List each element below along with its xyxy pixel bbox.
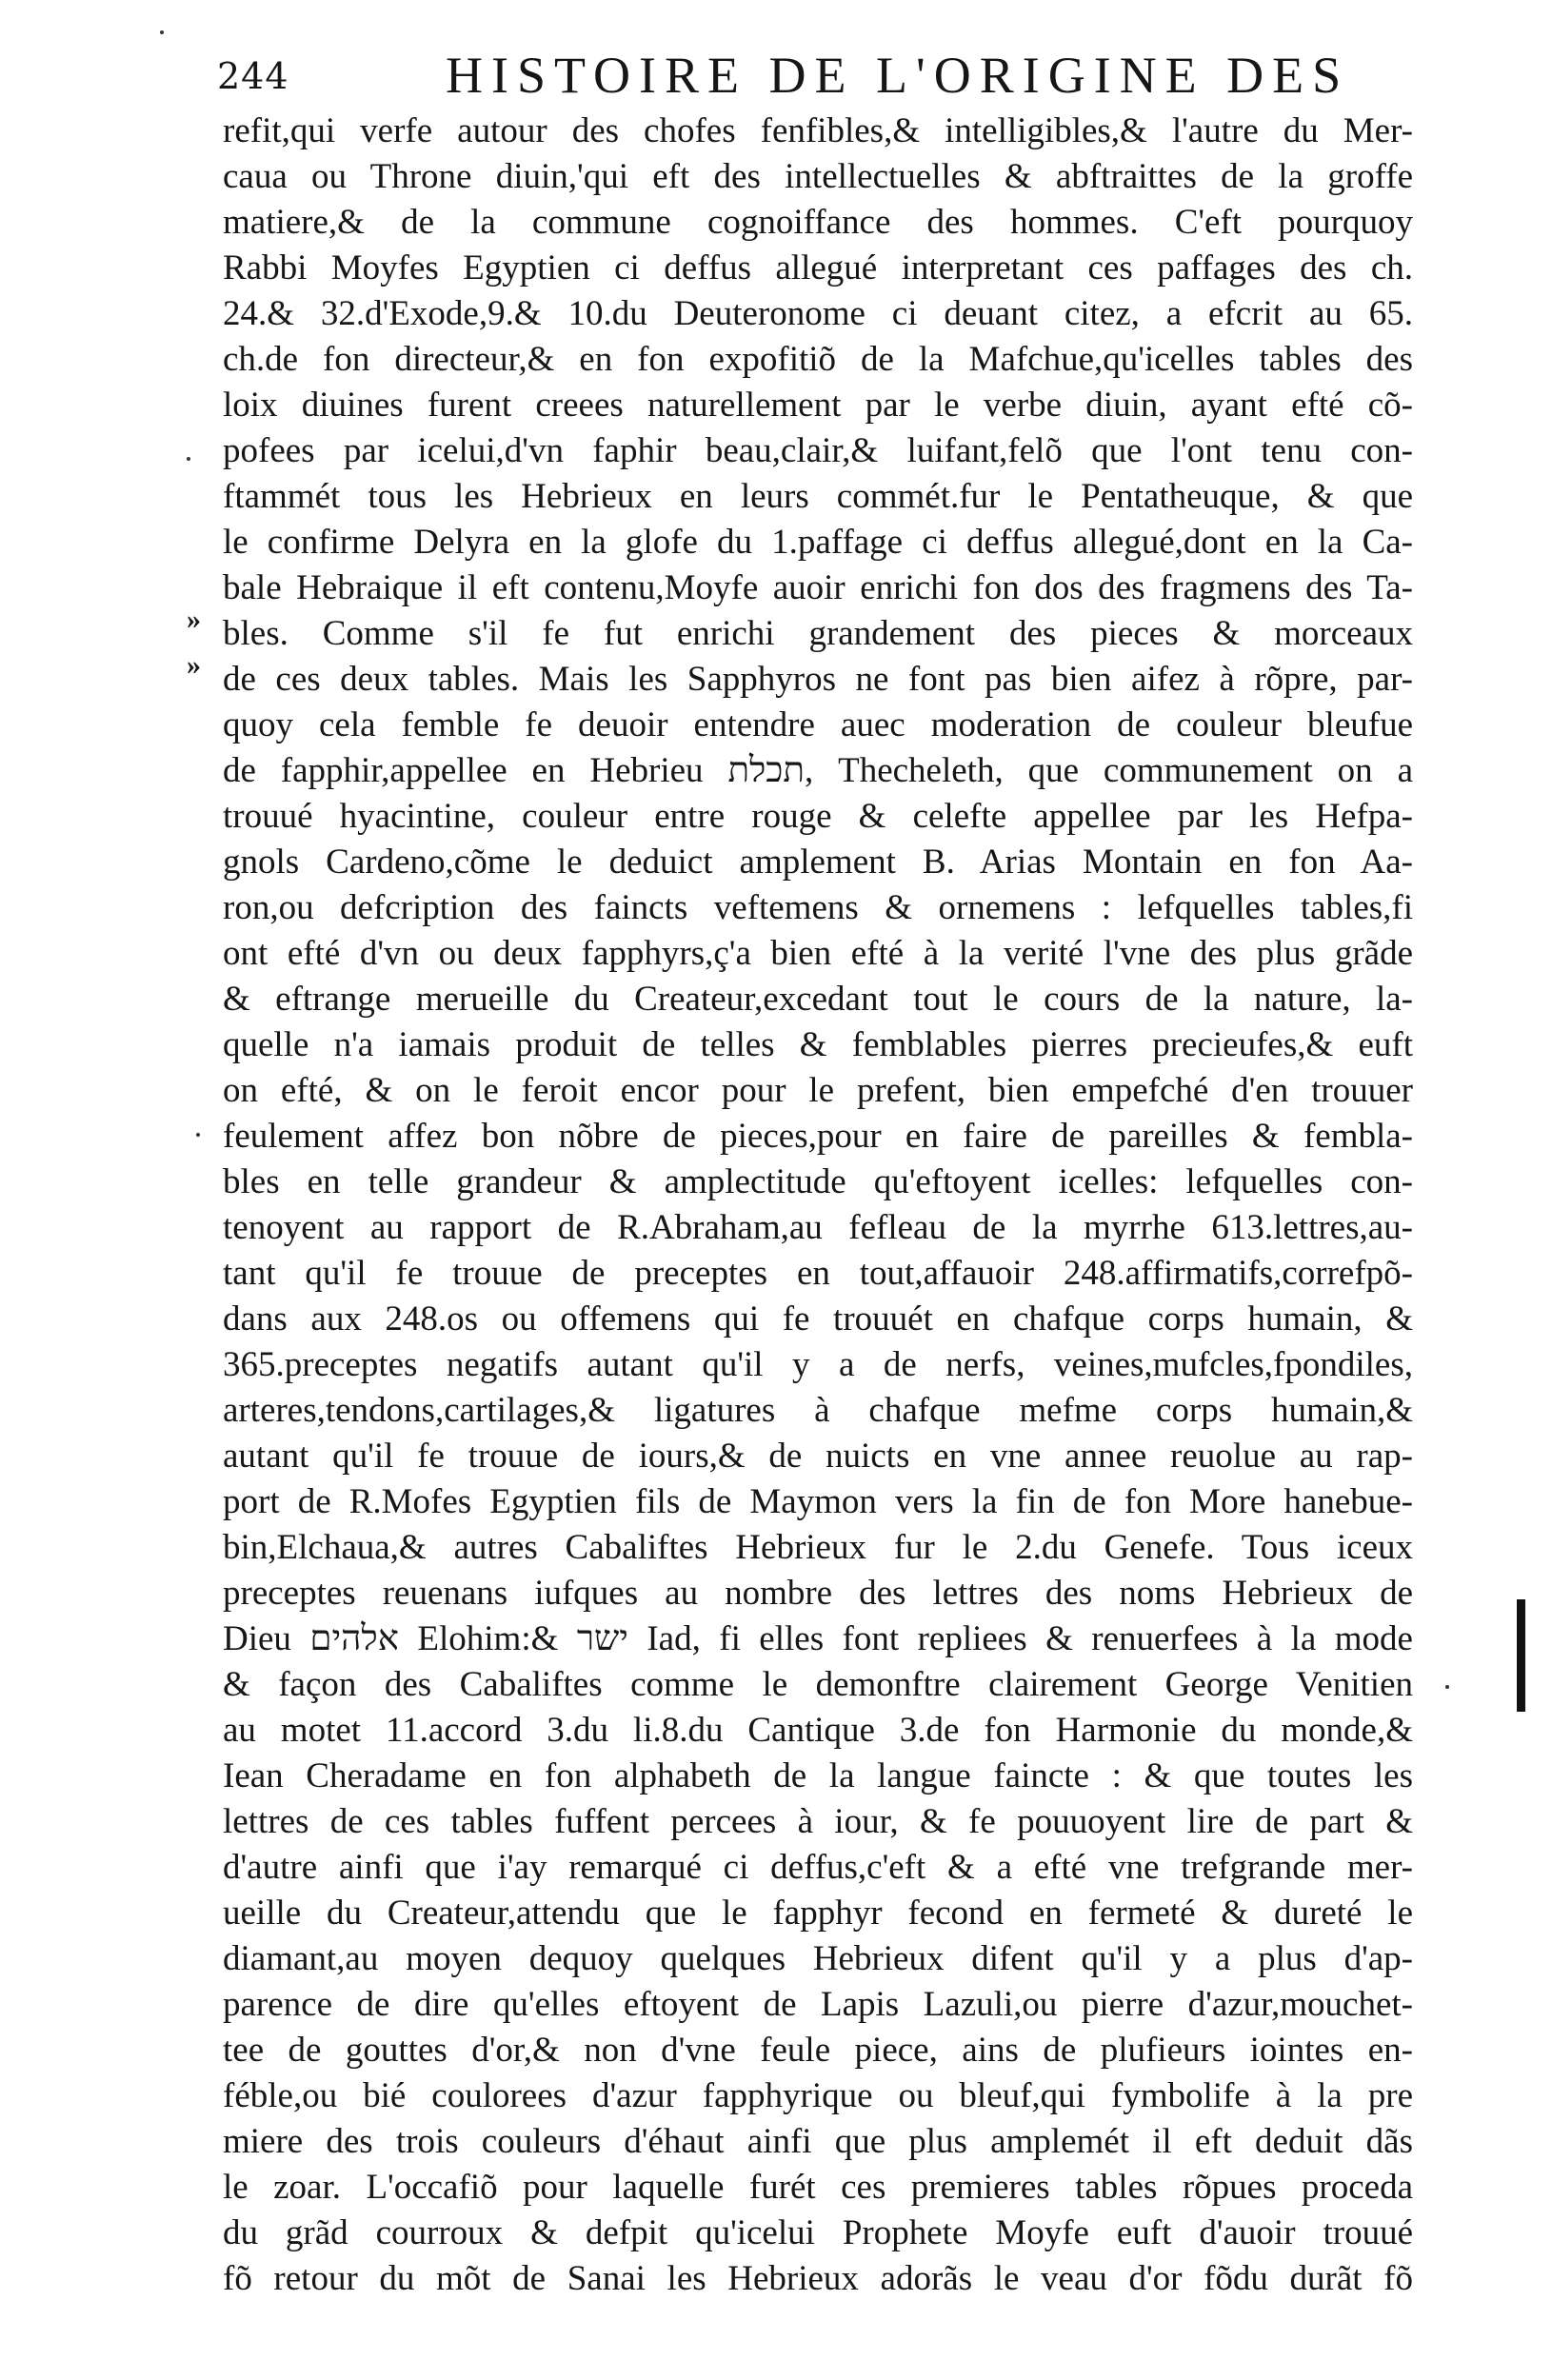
text-line: Iean Cheradame en fon alphabeth de la langue faincte : & que toutes les: [223, 1756, 1413, 1795]
text-line: Dieu אלהים Elohim:& ישר Iad, fi elles font repliees & renuerfees à la mode: [223, 1619, 1413, 1658]
running-title: HISTOIRE DE L'ORIGINE DES: [446, 47, 1350, 104]
text-line: au motet 11.accord 3.du li.8.du Cantique 3.de fon Harmonie du monde,&: [223, 1711, 1413, 1750]
ink-speck: [196, 1133, 200, 1137]
text-line: ueille du Createur,attendu que le fapphyr fecond en fermeté & dureté le: [223, 1894, 1413, 1933]
quotation-margin-mark: »: [187, 649, 201, 681]
text-line: lettres de ces tables fuffent percees à iour, & fe pouuoyent lire de part &: [223, 1802, 1413, 1841]
text-line: tee de gouttes d'or,& non d'vne feule piece, ains de plufieurs iointes en-: [223, 2031, 1413, 2070]
text-line: féble,ou bié coulorees d'azur fapphyrique ou bleuf,qui fymbolife à la pre: [223, 2076, 1413, 2115]
text-line: le confirme Delyra en la glofe du 1.paffage ci deffus allegué,dont en la Ca-: [223, 523, 1413, 562]
text-line: de fapphir,appellee en Hebrieu תכלת, Thecheleth, que communement on a: [223, 751, 1413, 790]
text-line: quoy cela femble fe deuoir entendre auec moderation de couleur bleufue: [223, 705, 1413, 744]
text-line: dans aux 248.os ou offemens qui fe trouuét en chafque corps humain, &: [223, 1299, 1413, 1339]
text-line: fõ retour du mõt de Sanai les Hebrieux adorãs le veau d'or fõdu durãt fõ: [223, 2259, 1413, 2298]
text-line: d'autre ainfi que i'ay remarqué ci deffus,c'eft & a efté vne trefgrande mer-: [223, 1848, 1413, 1887]
text-line: autant qu'il fe trouue de iours,& de nuicts en vne annee reuolue au rap-: [223, 1437, 1413, 1476]
text-line: bles. Comme s'il fe fut enrichi grandement des pieces & morceaux: [223, 614, 1413, 653]
text-line: ch.de fon directeur,& en fon expofitiõ de la Mafchue,qu'icelles tables des: [223, 340, 1413, 379]
text-line: miere des trois couleurs d'éhaut ainfi que plus amplemét il eft deduit dãs: [223, 2122, 1413, 2161]
text-line: & façon des Cabaliftes comme le demonftre clairement George Venitien: [223, 1665, 1413, 1704]
text-line: tenoyent au rapport de R.Abraham,au fefleau de la myrrhe 613.lettres,au-: [223, 1208, 1413, 1247]
text-line: & eftrange merueille du Createur,excedant tout le cours de la nature, la-: [223, 980, 1413, 1019]
page-number: 244: [217, 55, 289, 97]
text-line: de ces deux tables. Mais les Sapphyros ne font pas bien aifez à rõpre, par-: [223, 660, 1413, 699]
text-line: port de R.Mofes Egyptien fils de Maymon vers la fin de fon More hanebue-: [223, 1482, 1413, 1521]
text-line: diamant,au moyen dequoy quelques Hebrieux difent qu'il y a plus d'ap-: [223, 1939, 1413, 1978]
text-line: tant qu'il fe trouue de preceptes en tout,affauoir 248.affirmatifs,correfpõ-: [223, 1254, 1413, 1293]
text-line: pofees par icelui,d'vn faphir beau,clair,& luifant,felõ que l'ont tenu con-: [223, 431, 1413, 470]
text-line: feulement affez bon nõbre de pieces,pour en faire de pareilles & fembla-: [223, 1117, 1413, 1156]
text-line: trouué hyacintine, couleur entre rouge & celefte appellee par les Hefpa-: [223, 797, 1413, 836]
text-line: du grãd courroux & defpit qu'icelui Prophete Moyfe euft d'auoir trouué: [223, 2213, 1413, 2252]
text-line: preceptes reuenans iufques au nombre des lettres des noms Hebrieux de: [223, 1574, 1413, 1613]
text-line: bles en telle grandeur & amplectitude qu'eftoyent icelles: lefquelles con-: [223, 1162, 1413, 1201]
text-line: loix diuines furent creees naturellement par le verbe diuin, ayant efté cõ-: [223, 386, 1413, 425]
text-line: bale Hebraique il eft contenu,Moyfe auoir enrichi fon dos des fragmens des Ta-: [223, 568, 1413, 607]
text-line: parence de dire qu'elles eftoyent de Lapis Lazuli,ou pierre d'azur,mouchet-: [223, 1985, 1413, 2024]
text-line: caua ou Throne diuin,'qui eft des intellectuelles & abftraittes de la groffe: [223, 157, 1413, 196]
text-line: le zoar. L'occafiõ pour laquelle furét ces premieres tables rõpues proceda: [223, 2168, 1413, 2207]
text-line: Rabbi Moyfes Egyptien ci deffus allegué interpretant ces paffages des ch.: [223, 248, 1413, 288]
text-line: matiere,& de la commune cognoiffance des hommes. C'eft pourquoy: [223, 203, 1413, 242]
text-line: ron,ou defcription des faincts veftemens & ornemens : lefquelles tables,fi: [223, 888, 1413, 927]
text-line: ont efté d'vn ou deux fapphyrs,ç'a bien efté à la verité l'vne des plus grãde: [223, 934, 1413, 973]
ink-speck: [1445, 1685, 1449, 1689]
text-line: refit,qui verfe autour des chofes fenfibles,& intelligibles,& l'autre du Mer-: [223, 111, 1413, 150]
text-line: bin,Elchaua,& autres Cabaliftes Hebrieux fur le 2.du Genefe. Tous iceux: [223, 1528, 1413, 1567]
page-header: [217, 38, 1417, 114]
page-edge-mark: [1517, 1599, 1525, 1712]
ink-speck: [187, 457, 190, 461]
text-line: arteres,tendons,cartilages,& ligatures à chafque mefme corps humain,&: [223, 1391, 1413, 1430]
text-line: 365.preceptes negatifs autant qu'il y a de nerfs, veines,mufcles,fpondiles,: [223, 1345, 1413, 1384]
text-line: gnols Cardeno,cõme le deduict amplement B. Arias Montain en fon Aa-: [223, 843, 1413, 882]
text-line: ftammét tous les Hebrieux en leurs commét.fur le Pentatheuque, & que: [223, 477, 1413, 516]
ink-speck: [160, 30, 164, 34]
text-line: on efté, & on le feroit encor pour le prefent, bien empefché d'en trouuer: [223, 1071, 1413, 1110]
text-line: 24.& 32.d'Exode,9.& 10.du Deuteronome ci deuant citez, a efcrit au 65.: [223, 294, 1413, 333]
text-line: quelle n'a iamais produit de telles & femblables pierres precieufes,& euft: [223, 1025, 1413, 1064]
quotation-margin-mark: »: [187, 604, 201, 635]
